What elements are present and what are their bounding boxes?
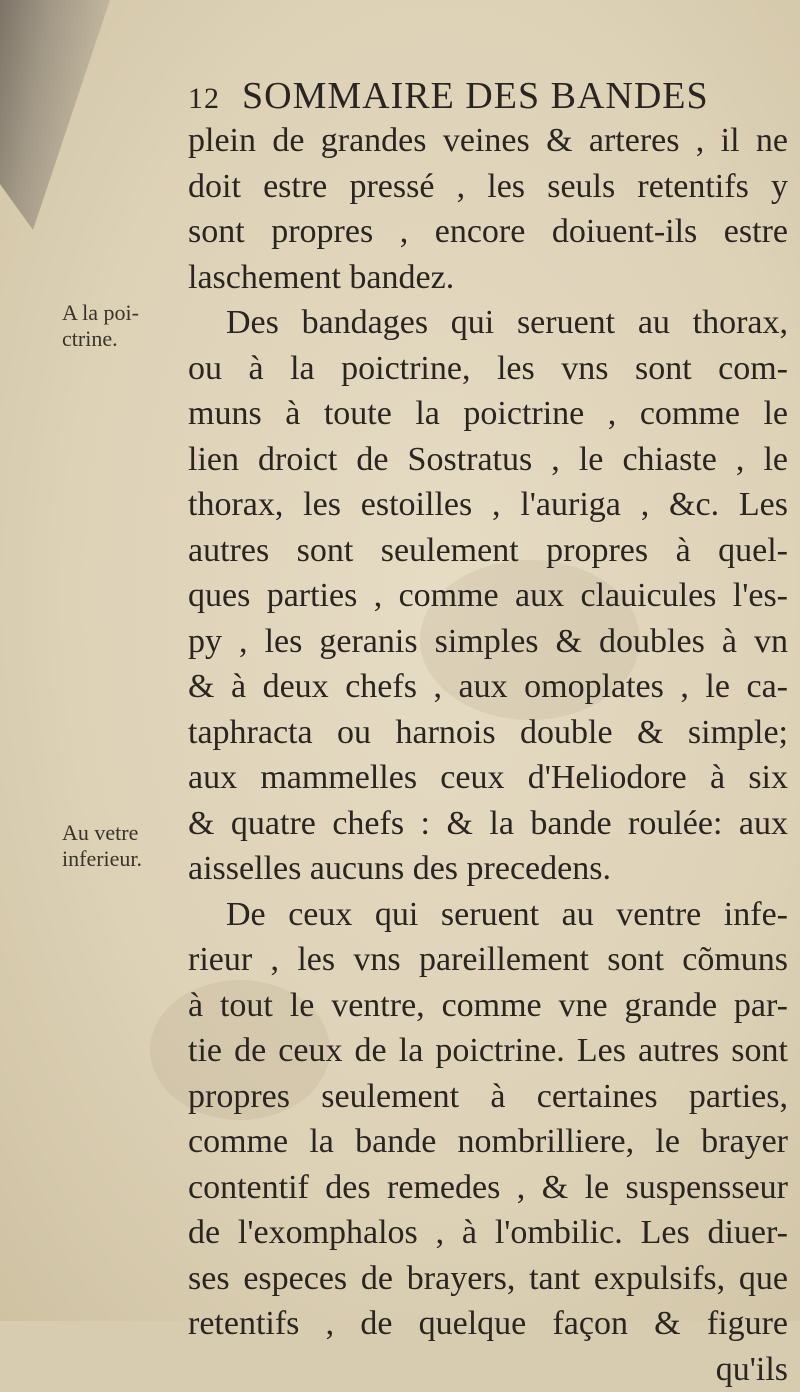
text-line: laschement bandez. bbox=[188, 255, 788, 301]
text-line: autres sont seulement propres à quel- bbox=[188, 528, 788, 574]
text-line: rieur , les vns pareillement sont cõmuns bbox=[188, 937, 788, 983]
margin-note-line: inferieur. bbox=[62, 846, 142, 872]
text-line: tie de ceux de la poictrine. Les autres sont bbox=[188, 1028, 788, 1074]
text-line: sont propres , encore doiuent-ils estre bbox=[188, 209, 788, 255]
text-line: ou à la poictrine, les vns sont com- bbox=[188, 346, 788, 392]
text-line: ses especes de brayers, tant expulsifs, que bbox=[188, 1256, 788, 1302]
text-line: lien droict de Sostratus , le chiaste , le bbox=[188, 437, 788, 483]
text-line: aux mammelles ceux d'Heliodore à six bbox=[188, 755, 788, 801]
text-line: taphracta ou harnois double & simple; bbox=[188, 710, 788, 756]
text-line: ques parties , comme aux clauicules l'es- bbox=[188, 573, 788, 619]
text-line: comme la bande nombrilliere, le brayer bbox=[188, 1119, 788, 1165]
text-line: aisselles aucuns des precedens. bbox=[188, 846, 788, 892]
text-line: & quatre chefs : & la bande roulée: aux bbox=[188, 801, 788, 847]
text-line: doit estre pressé , les seuls retentifs y bbox=[188, 164, 788, 210]
text-line: à tout le ventre, comme vne grande par- bbox=[188, 983, 788, 1029]
text-line: retentifs , de quelque façon & figure bbox=[188, 1301, 788, 1347]
text-line: thorax, les estoilles , l'auriga , &c. Les bbox=[188, 482, 788, 528]
catchword: qu'ils bbox=[188, 1347, 788, 1392]
margin-note-line: ctrine. bbox=[62, 326, 139, 352]
margin-note-line: Au vetre bbox=[62, 820, 142, 846]
text-line: Des bandages qui seruent au thorax, bbox=[188, 300, 788, 346]
text-line: muns à toute la poictrine , comme le bbox=[188, 391, 788, 437]
text-line: propres seulement à certaines parties, bbox=[188, 1074, 788, 1120]
text-line: De ceux qui seruent au ventre infe- bbox=[188, 892, 788, 938]
text-line: & à deux chefs , aux omoplates , le ca- bbox=[188, 664, 788, 710]
running-header bbox=[188, 76, 748, 119]
margin-note-ventre bbox=[62, 820, 142, 872]
margin-note-poictrine bbox=[62, 300, 139, 352]
margin-note-line: A la poi- bbox=[62, 300, 139, 326]
body-text bbox=[188, 118, 788, 1392]
running-title: SOMMAIRE DES BANDES bbox=[242, 75, 709, 117]
text-line: py , les geranis simples & doubles à vn bbox=[188, 619, 788, 665]
book-spine-edge bbox=[0, 0, 110, 230]
text-line: contentif des remedes , & le suspensseur bbox=[188, 1165, 788, 1211]
page-number: 12 bbox=[188, 82, 220, 115]
text-line: de l'exomphalos , à l'ombilic. Les diuer- bbox=[188, 1210, 788, 1256]
text-line: plein de grandes veines & arteres , il ne bbox=[188, 118, 788, 164]
